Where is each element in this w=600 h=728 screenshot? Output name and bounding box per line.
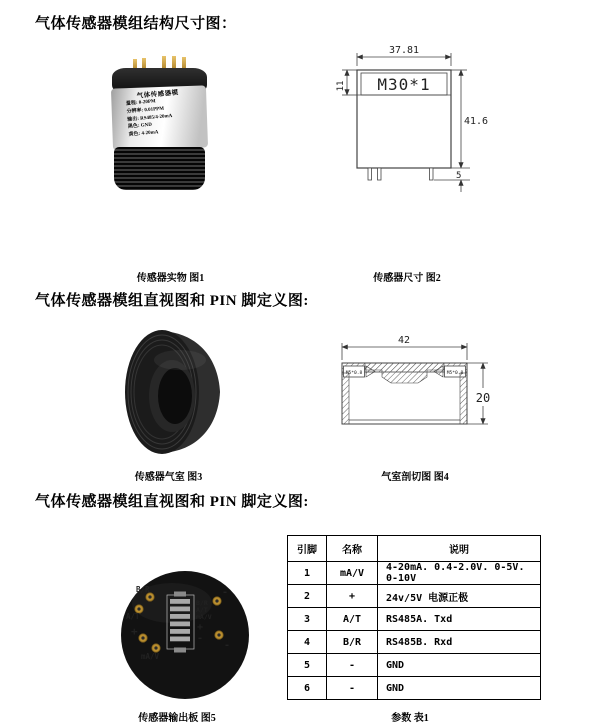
sensor-label-line: 输出: RS485/4-20mA <box>127 113 173 123</box>
cell-desc: RS485B. Rxd <box>378 631 541 654</box>
sensor-label-line: 量程: 0-20PM <box>125 99 156 107</box>
dim-width-label: 37.81 <box>388 45 420 56</box>
pcb-label: + <box>131 625 138 638</box>
table-row <box>288 631 541 654</box>
cell-desc: RS485A. Txd <box>378 608 541 631</box>
thread-right-label: M5*0.8 <box>446 371 464 376</box>
figure5-caption: 传感器输出板 图5 <box>138 713 216 724</box>
cell-name: A/T <box>327 608 378 631</box>
pcb-label: B/R <box>196 599 208 607</box>
table-row <box>288 654 541 677</box>
dim-height-label: 20 <box>475 391 491 405</box>
cell-pin: 3 <box>288 608 327 631</box>
dim-height-label: 41.6 <box>464 116 489 127</box>
pcb-label: mA/V <box>141 652 160 661</box>
col-header-desc: 说明 <box>378 536 541 562</box>
dim-width-label: 42 <box>397 335 411 346</box>
dim-pin-label: 5 <box>456 171 462 181</box>
sensor-label-title: 气体传感器模 <box>136 89 179 100</box>
table-row <box>288 562 541 585</box>
sensor-label-line: 黑色: GND <box>127 122 153 131</box>
thread-spec-label: M30*1 <box>377 75 431 94</box>
section2-title: 气体传感器模组直视图和 PIN 脚定义图: <box>35 293 309 309</box>
cell-pin: 1 <box>288 562 327 585</box>
sensor-label-line: 黄色: 4-20mA <box>128 130 159 138</box>
cell-name: + <box>327 585 378 608</box>
sensor-label-line: 分辨率: 0.01PPM <box>126 106 165 115</box>
table-header-row <box>288 536 541 562</box>
pcb-label: B/R <box>136 585 150 594</box>
table-row <box>288 677 541 700</box>
sensor-label <box>111 85 208 150</box>
sensor-ribbed-base <box>114 147 205 190</box>
figure4-caption: 气室剖切图 图4 <box>381 472 449 483</box>
pcb-label: mA/V <box>196 613 212 621</box>
figure3-caption: 传感器气室 图3 <box>134 472 203 483</box>
pin-definition-table <box>287 535 541 700</box>
col-header-pin: 引脚 <box>288 536 327 562</box>
sensor-photo <box>112 56 207 190</box>
cell-pin: 4 <box>288 631 327 654</box>
cell-name: - <box>327 654 378 677</box>
figure1-caption: 传感器实物 图1 <box>136 273 205 284</box>
section1-title: 气体传感器模组结构尺寸图： <box>35 16 237 32</box>
col-header-name: 名称 <box>327 536 378 562</box>
pcb-label: - <box>197 633 204 644</box>
figure2-caption: 传感器尺寸 图2 <box>373 273 441 284</box>
table1-caption: 参数 表1 <box>391 713 429 724</box>
cell-desc: GND <box>378 677 541 700</box>
cell-desc: GND <box>378 654 541 677</box>
pcb-label: - <box>224 640 231 651</box>
pcb-label: A/T <box>196 606 208 614</box>
output-board-photo <box>112 558 262 708</box>
cell-desc: 24v/5V 电源正极 <box>378 585 541 608</box>
gas-chamber-photo <box>122 326 227 458</box>
cell-pin: 2 <box>288 585 327 608</box>
sensor-dimension-drawing <box>330 38 510 198</box>
thread-left-label: M5*0.8 <box>345 371 363 376</box>
section3-title: 气体传感器模组直视图和 PIN 脚定义图: <box>35 494 309 510</box>
cell-name: mA/V <box>327 562 378 585</box>
dim-band-height-label: 11 <box>336 80 346 92</box>
table-row <box>288 585 541 608</box>
pcb-label: + <box>197 622 204 633</box>
cell-pin: 6 <box>288 677 327 700</box>
cell-desc: 4-20mA. 0.4-2.0V. 0-5V. 0-10V <box>378 562 541 585</box>
cell-name: B/R <box>327 631 378 654</box>
chamber-section-drawing <box>330 330 510 460</box>
cell-pin: 5 <box>288 654 327 677</box>
pcb-label: A/T <box>126 612 140 621</box>
pcb-label: - <box>222 587 229 598</box>
cell-name: - <box>327 677 378 700</box>
table-row <box>288 608 541 631</box>
